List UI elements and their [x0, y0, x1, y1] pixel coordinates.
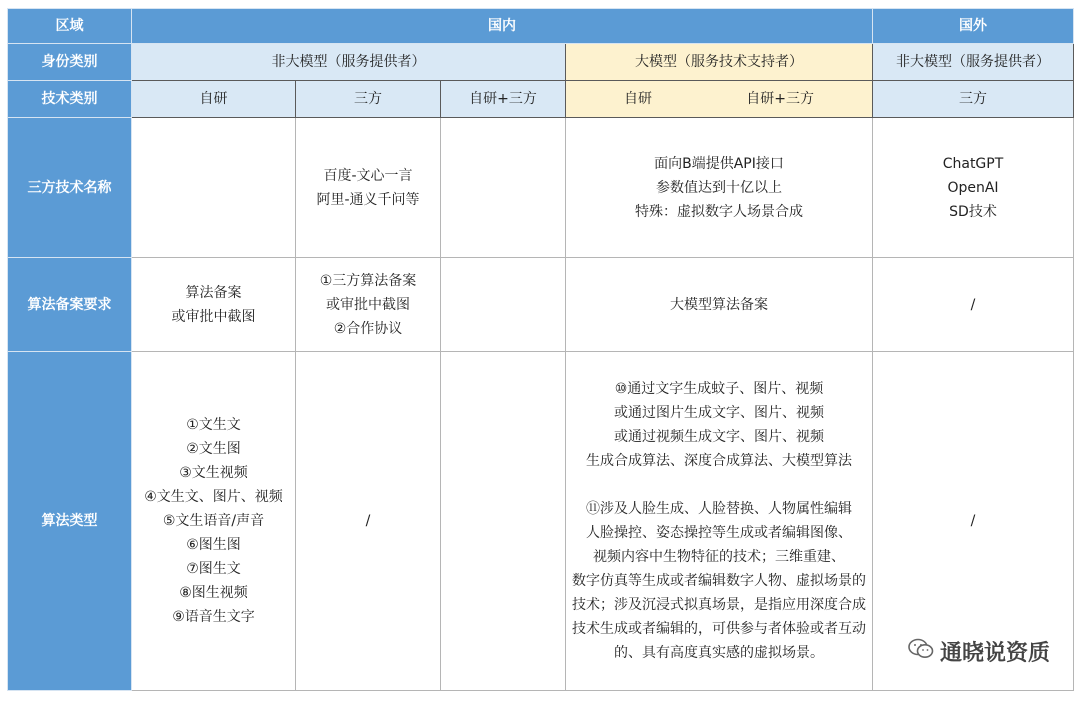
domestic-header: 国内 [132, 9, 873, 44]
third-party-row [8, 118, 1074, 258]
third-party-abroad: ChatGPT OpenAI SD技术 [873, 118, 1074, 258]
types-label: 算法类型 [8, 352, 132, 691]
types-mixed [441, 352, 566, 691]
filing-mixed [441, 258, 566, 352]
types-self: ①文生文 ②文生图 ③文生视频 ④文生文、图片、视频 ⑤文生语音/声音 ⑥图生图 ⑦图生文 ⑧图生视频 ⑨语音生文字 [132, 352, 296, 691]
identity-domestic-non-large: 非大模型（服务提供者） [132, 44, 566, 81]
third-party-mixed [441, 118, 566, 258]
qualification-table [7, 8, 1074, 691]
tech-self: 自研 [132, 81, 296, 118]
filing-large: 大模型算法备案 [566, 258, 873, 352]
filing-label: 算法备案要求 [8, 258, 132, 352]
types-third: / [296, 352, 441, 691]
types-large: ⑩通过文字生成蚊子、图片、视频 或通过图片生成文字、图片、视频 或通过视频生成文字、图片、视频 生成合成算法、深度合成算法、大模型算法 ⑪涉及人脸生成、人脸替换、人物属性编辑 人脸操控、姿态操控等生成或者编辑图像、 视频内容中生物特征的技术；三维重建、 数字仿真等生成或者编辑数字人物、虚拟场景的 技术；涉及沉浸式拟真场景，是指应用深度合成 技术生成或者编辑的，可供参与者体验或者互动 的、具有高度真实感的虚拟场景。 [566, 352, 873, 691]
third-party-self [132, 118, 296, 258]
third-party-label: 三方技术名称 [8, 118, 132, 258]
tech-label: 技术类别 [8, 81, 132, 118]
filing-abroad: / [873, 258, 1074, 352]
identity-row [8, 44, 1074, 81]
tech-large-self: 自研 [624, 91, 652, 107]
tech-large-mixed: 自研+三方 [746, 91, 814, 107]
identity-domestic-large: 大模型（服务技术支持者） [566, 44, 873, 81]
brand-watermark [908, 636, 1050, 667]
identity-abroad-non-large: 非大模型（服务提供者） [873, 44, 1074, 81]
region-label: 区域 [8, 9, 132, 44]
filing-third: ①三方算法备案 或审批中截图 ②合作协议 [296, 258, 441, 352]
tech-large [566, 81, 873, 118]
brand-text: 通晓说资质 [939, 641, 1050, 666]
abroad-header: 国外 [873, 9, 1074, 44]
filing-row [8, 258, 1074, 352]
tech-third: 三方 [296, 81, 441, 118]
wechat-icon [908, 638, 934, 666]
tech-abroad: 三方 [873, 81, 1074, 118]
types-abroad: / [873, 352, 1074, 691]
tech-mixed: 自研+三方 [441, 81, 566, 118]
third-party-large: 面向B端提供API接口 参数值达到十亿以上 特殊：虚拟数字人场景合成 [566, 118, 873, 258]
identity-label: 身份类别 [8, 44, 132, 81]
region-row [8, 9, 1074, 44]
tech-row [8, 81, 1074, 118]
filing-self: 算法备案 或审批中截图 [132, 258, 296, 352]
third-party-third: 百度-文心一言 阿里-通义千问等 [296, 118, 441, 258]
